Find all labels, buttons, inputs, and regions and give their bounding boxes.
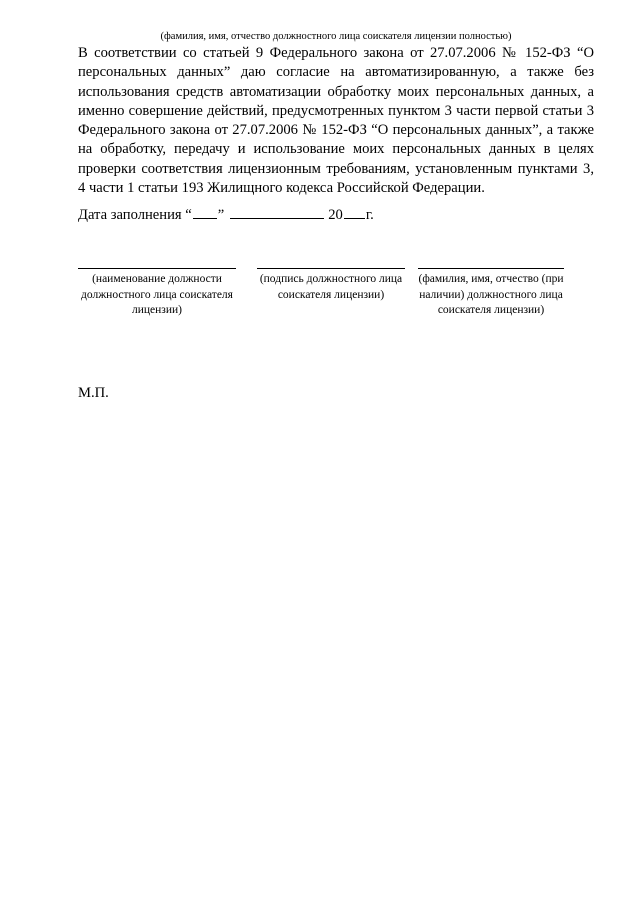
close-quote: ”	[217, 207, 225, 223]
year-prefix: 20	[328, 207, 343, 223]
year-suffix: г.	[365, 207, 374, 223]
day-blank-field[interactable]	[193, 205, 217, 219]
fill-date-line	[78, 205, 374, 225]
open-quote: “	[185, 207, 192, 223]
position-signature-field	[78, 268, 236, 319]
position-blank-line[interactable]	[78, 268, 236, 269]
year-blank-field[interactable]	[344, 205, 365, 219]
applicant-name-caption: (фамилия, имя, отчество должностного лица соискателя лицензии полностью)	[160, 31, 512, 42]
signature-caption: (подпись должностного лица соискателя лицензии)	[259, 273, 403, 301]
full-name-field	[418, 268, 564, 319]
month-blank-field[interactable]	[230, 205, 324, 219]
consent-paragraph: В соответствии со статьей 9 Федерального закона от 27.07.2006 № 152-ФЗ “О персональных данных” даю согласие на автоматизированную, а также без использования средств автоматизации обработку моих персональных данных, а именно совершение действий, предусмотренных пунктом 3 части первой статьи 3 Федерального закона от 27.07.2006 № 152-ФЗ “О персональных данных”, а также на обработку, передачу и использование моих персональных данных в целях проверки соответствия лицензионным требованиям, установленным пунктами 3, 4 части 1 статьи 193 Жилищного кодекса Российской Федерации.	[78, 45, 594, 197]
position-caption: (наименование должности должностного лица соискателя лицензии)	[81, 273, 233, 316]
signature-field	[257, 268, 405, 303]
stamp-place-mark: М.П.	[78, 385, 109, 401]
signature-blank-line[interactable]	[257, 268, 405, 269]
fill-date-label: Дата заполнения	[78, 207, 182, 223]
full-name-blank-line[interactable]	[418, 268, 564, 269]
full-name-caption: (фамилия, имя, отчество (при наличии) должностного лица соискателя лицензии)	[418, 273, 564, 316]
